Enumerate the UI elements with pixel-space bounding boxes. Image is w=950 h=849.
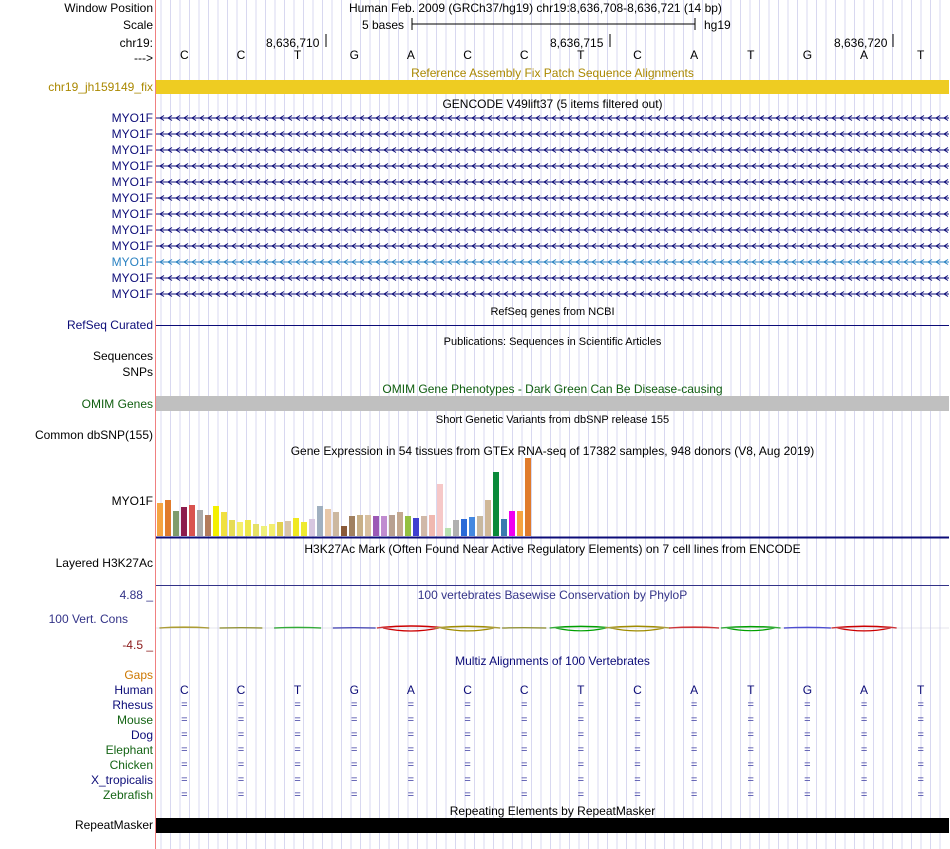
gtex-bar — [525, 458, 531, 536]
match-symbol: = — [860, 789, 868, 801]
human-base: G — [349, 683, 359, 697]
refseq-title[interactable]: RefSeq genes from NCBI — [490, 306, 615, 318]
match-symbol: = — [520, 759, 528, 771]
refseq-label[interactable]: RefSeq Curated — [66, 318, 153, 332]
match-symbol: = — [407, 729, 415, 741]
base-letter: G — [349, 48, 359, 62]
strand-label: ---> — [134, 51, 153, 65]
match-symbol: = — [577, 789, 585, 801]
match-symbol: = — [634, 789, 641, 801]
omim-title[interactable]: OMIM Gene Phenotypes - Dark Green Can Be Disease-causing — [382, 382, 723, 396]
gencode-item-label[interactable]: MYO1F — [111, 111, 153, 125]
match-symbol: = — [294, 759, 301, 771]
match-symbol: = — [860, 699, 868, 711]
match-symbol: = — [520, 789, 528, 801]
gtex-bar — [341, 526, 347, 536]
omim-label[interactable]: OMIM Genes — [81, 397, 153, 411]
match-symbol: = — [634, 714, 641, 726]
fix-patch-bar — [156, 80, 949, 94]
match-symbol: = — [747, 789, 754, 801]
gencode-item-label[interactable]: MYO1F — [111, 239, 153, 253]
base-letter: C — [519, 48, 529, 62]
gencode-item-label[interactable]: MYO1F — [111, 287, 153, 301]
match-symbol: = — [690, 714, 698, 726]
gtex-bar — [237, 522, 243, 536]
h3k27ac-title[interactable]: H3K27Ac Mark (Often Found Near Active Regulatory Elements) on 7 cell lines from ENCODE — [304, 542, 801, 556]
gtex-bar — [277, 522, 283, 536]
phylop-max-label: 4.88 _ — [119, 588, 153, 602]
match-symbol: = — [747, 774, 754, 786]
match-symbol: = — [294, 744, 301, 756]
match-symbol: = — [860, 714, 868, 726]
match-symbol: = — [860, 729, 868, 741]
phylop-label[interactable]: 100 Vert. Cons — [48, 612, 128, 626]
match-symbol: = — [577, 744, 585, 756]
match-symbol: = — [237, 729, 245, 741]
gtex-label[interactable]: MYO1F — [111, 494, 153, 508]
match-symbol: = — [634, 699, 641, 711]
base-letter: C — [236, 48, 246, 62]
match-symbol: = — [351, 744, 358, 756]
gencode-item-label[interactable]: MYO1F — [111, 223, 153, 237]
match-symbol: = — [747, 729, 754, 741]
match-symbol: = — [181, 759, 188, 771]
match-symbol: = — [804, 744, 811, 756]
phylop-mark — [727, 628, 775, 631]
gtex-bar — [173, 511, 179, 536]
match-symbol: = — [237, 699, 245, 711]
dbsnp-label[interactable]: Common dbSNP(155) — [34, 428, 153, 442]
match-symbol: = — [181, 774, 188, 786]
match-symbol: = — [917, 729, 924, 741]
base-letter: T — [577, 48, 585, 62]
match-symbol: = — [690, 744, 698, 756]
base-letter: A — [406, 48, 415, 62]
gencode-title[interactable]: GENCODE V49lift37 (5 items filtered out) — [442, 97, 663, 111]
gtex-title[interactable]: Gene Expression in 54 tissues from GTEx RNA-seq of 17382 samples, 948 donors (V8, Aug 2019) — [290, 444, 815, 458]
match-symbol: = — [407, 744, 415, 756]
gtex-bar — [493, 472, 499, 536]
gtex-bar — [197, 510, 203, 536]
match-symbol: = — [690, 699, 698, 711]
gtex-bar — [445, 528, 451, 536]
match-symbol: = — [237, 744, 245, 756]
phylop-mark — [611, 628, 664, 631]
phylop-mark — [435, 626, 500, 628]
match-symbol: = — [747, 714, 754, 726]
gtex-bar — [485, 500, 491, 536]
match-symbol: = — [464, 714, 471, 726]
gtex-bar — [365, 515, 371, 536]
match-symbol: = — [634, 759, 641, 771]
match-symbol: = — [860, 774, 868, 786]
match-symbol: = — [804, 729, 811, 741]
phylop-mark — [377, 626, 445, 628]
gtex-bar — [317, 506, 323, 536]
match-symbol: = — [294, 774, 301, 786]
gtex-bar — [269, 524, 275, 536]
base-letter: C — [463, 48, 472, 62]
match-symbol: = — [294, 714, 301, 726]
publications-sequences-label[interactable]: Sequences — [92, 349, 153, 363]
gtex-bar — [357, 515, 363, 536]
position-tick-1: 8,636,710 — [266, 36, 320, 50]
species-label[interactable]: Human — [114, 683, 153, 697]
species-label[interactable]: Chicken — [109, 758, 153, 772]
window-position-value: Human Feb. 2009 (GRCh37/hg19) chr19:8,636,708-8,636,721 (14 bp) — [349, 1, 722, 15]
gtex-bar — [261, 526, 267, 536]
gtex-bar — [157, 503, 163, 536]
repeatmasker-title[interactable]: Repeating Elements by RepeatMasker — [449, 804, 656, 818]
gtex-bar — [413, 518, 419, 536]
match-symbol: = — [634, 744, 641, 756]
match-symbol: = — [577, 699, 585, 711]
gtex-bar — [517, 511, 523, 536]
species-label[interactable]: X_tropicalis — [90, 773, 153, 787]
match-symbol: = — [520, 729, 528, 741]
match-symbol: = — [577, 729, 585, 741]
match-symbol: = — [351, 729, 358, 741]
match-symbol: = — [520, 714, 528, 726]
gencode-item-label[interactable]: MYO1F — [111, 255, 153, 269]
match-symbol: = — [407, 774, 415, 786]
gtex-bar — [285, 521, 291, 536]
match-symbol: = — [464, 759, 471, 771]
human-base: A — [690, 683, 699, 697]
human-base: T — [577, 683, 585, 697]
phylop-mark — [605, 626, 670, 628]
match-symbol: = — [577, 774, 585, 786]
human-base: A — [406, 683, 415, 697]
match-symbol: = — [407, 699, 415, 711]
match-symbol: = — [917, 774, 924, 786]
human-base: A — [860, 683, 869, 697]
gencode-item-label[interactable]: MYO1F — [111, 191, 153, 205]
match-symbol: = — [407, 789, 415, 801]
match-symbol: = — [351, 789, 358, 801]
phylop-title[interactable]: 100 vertebrates Basewise Conservation by PhyloP — [417, 588, 688, 602]
match-symbol: = — [917, 699, 924, 711]
match-symbol: = — [520, 699, 528, 711]
match-symbol: = — [181, 729, 188, 741]
gencode-item-label[interactable]: MYO1F — [111, 271, 153, 285]
gencode-item-label[interactable]: MYO1F — [111, 127, 153, 141]
match-symbol: = — [351, 774, 358, 786]
match-symbol: = — [294, 789, 301, 801]
fix-patch-title[interactable]: Reference Assembly Fix Patch Sequence Alignments — [411, 66, 694, 80]
chrom-label: chr19: — [119, 36, 153, 50]
human-base: T — [293, 683, 302, 697]
gtex-bar — [325, 509, 331, 536]
scale-assembly-text: hg19 — [704, 18, 731, 32]
gtex-bar — [229, 520, 235, 536]
publications-title[interactable]: Publications: Sequences in Scientific Articles — [443, 336, 662, 348]
position-tick-2: 8,636,715 — [550, 36, 604, 50]
repeatmasker-bar — [156, 818, 949, 833]
base-letter: A — [690, 48, 699, 62]
gtex-bar — [221, 512, 227, 536]
species-label[interactable]: Dog — [130, 728, 153, 742]
match-symbol: = — [917, 789, 924, 801]
gtex-bar — [189, 505, 195, 536]
gtex-bar — [469, 517, 475, 536]
match-symbol: = — [237, 714, 245, 726]
human-base: T — [917, 683, 925, 697]
match-symbol: = — [520, 744, 528, 756]
scale-label: Scale — [122, 18, 153, 32]
gtex-bar — [509, 511, 515, 536]
gtex-bar — [253, 524, 259, 536]
gtex-bar — [245, 520, 251, 536]
match-symbol: = — [804, 714, 811, 726]
match-symbol: = — [351, 699, 358, 711]
match-symbol: = — [747, 759, 754, 771]
match-symbol: = — [634, 774, 641, 786]
match-symbol: = — [520, 774, 528, 786]
match-symbol: = — [690, 729, 698, 741]
base-letter: T — [917, 48, 925, 62]
match-symbol: = — [181, 699, 188, 711]
gencode-item-label[interactable]: MYO1F — [111, 207, 153, 221]
gtex-bar — [293, 518, 299, 536]
match-symbol: = — [804, 699, 811, 711]
phylop-mark — [441, 628, 494, 631]
position-tick-3: 8,636,720 — [834, 36, 888, 50]
match-symbol: = — [804, 759, 811, 771]
human-base: G — [802, 683, 813, 697]
match-symbol: = — [917, 759, 924, 771]
fix-patch-label[interactable]: chr19_jh159149_fix — [48, 80, 153, 94]
match-symbol: = — [351, 714, 358, 726]
match-symbol: = — [747, 699, 754, 711]
gencode-item-label[interactable]: MYO1F — [111, 143, 153, 157]
gtex-bar — [453, 520, 459, 536]
phylop-mark — [383, 628, 439, 631]
match-symbol: = — [804, 774, 811, 786]
repeatmasker-label[interactable]: RepeatMasker — [74, 818, 153, 832]
gtex-bar — [205, 515, 211, 536]
match-symbol: = — [294, 699, 301, 711]
match-symbol: = — [181, 789, 188, 801]
match-symbol: = — [747, 744, 754, 756]
human-base: C — [519, 683, 529, 697]
gtex-bar — [429, 515, 435, 536]
gtex-bar — [301, 522, 307, 536]
gtex-bar — [349, 516, 355, 536]
h3k27ac-label[interactable]: Layered H3K27Ac — [55, 556, 153, 570]
match-symbol: = — [860, 759, 868, 771]
gtex-bar — [397, 512, 403, 536]
gtex-bar — [181, 507, 187, 536]
gtex-bar — [389, 515, 395, 536]
match-symbol: = — [181, 714, 188, 726]
match-symbol: = — [294, 729, 301, 741]
species-label[interactable]: Elephant — [105, 743, 153, 757]
base-letter: C — [633, 48, 642, 62]
match-symbol: = — [804, 789, 811, 801]
match-symbol: = — [917, 714, 924, 726]
gtex-bar — [405, 516, 411, 536]
gtex-bar — [461, 519, 467, 536]
base-letter: A — [860, 48, 869, 62]
match-symbol: = — [577, 714, 585, 726]
gencode-item-label[interactable]: MYO1F — [111, 175, 153, 189]
gtex-bar — [373, 516, 379, 536]
match-symbol: = — [407, 714, 415, 726]
match-symbol: = — [464, 744, 471, 756]
phylop-min-label: -4.5 _ — [122, 638, 153, 652]
gtex-bar — [421, 516, 427, 536]
omim-bar — [156, 396, 949, 411]
match-symbol: = — [634, 729, 641, 741]
species-label[interactable]: Rhesus — [112, 698, 153, 712]
gtex-bar — [381, 516, 387, 536]
match-symbol: = — [577, 759, 585, 771]
gtex-bar — [165, 500, 171, 536]
base-letter: T — [747, 48, 755, 62]
multiz-title[interactable]: Multiz Alignments of 100 Vertebrates — [455, 654, 650, 668]
gtex-area — [156, 460, 157, 536]
human-base: C — [179, 683, 189, 697]
match-symbol: = — [690, 774, 698, 786]
gtex-bar — [309, 519, 315, 536]
gtex-bar — [333, 512, 339, 536]
gtex-bar — [437, 484, 443, 536]
match-symbol: = — [351, 759, 358, 771]
base-letter: T — [293, 48, 302, 62]
match-symbol: = — [237, 774, 245, 786]
species-label[interactable]: Zebrafish — [102, 788, 153, 802]
publications-snps-label[interactable]: SNPs — [122, 365, 153, 379]
match-symbol: = — [690, 789, 698, 801]
gaps-label[interactable]: Gaps — [124, 668, 153, 682]
gtex-bar — [213, 506, 219, 536]
match-symbol: = — [181, 744, 188, 756]
gtex-bar — [477, 516, 483, 536]
gtex-bar — [501, 519, 507, 536]
match-symbol: = — [690, 759, 698, 771]
scale-bases-text: 5 bases — [362, 18, 405, 32]
match-symbol: = — [464, 699, 471, 711]
match-symbol: = — [407, 759, 415, 771]
dbsnp-title[interactable]: Short Genetic Variants from dbSNP release 155 — [435, 414, 670, 426]
species-label[interactable]: Mouse — [116, 713, 153, 727]
match-symbol: = — [237, 759, 245, 771]
human-base: C — [236, 683, 246, 697]
match-symbol: = — [464, 789, 471, 801]
match-symbol: = — [464, 774, 471, 786]
match-symbol: = — [464, 729, 471, 741]
window-position-label: Window Position — [64, 1, 153, 15]
gencode-item-label[interactable]: MYO1F — [111, 159, 153, 173]
base-letter: C — [179, 48, 189, 62]
match-symbol: = — [860, 744, 868, 756]
match-symbol: = — [237, 789, 245, 801]
human-base: C — [463, 683, 472, 697]
human-base: C — [633, 683, 642, 697]
human-base: T — [747, 683, 755, 697]
base-letter: G — [802, 48, 813, 62]
match-symbol: = — [917, 744, 924, 756]
